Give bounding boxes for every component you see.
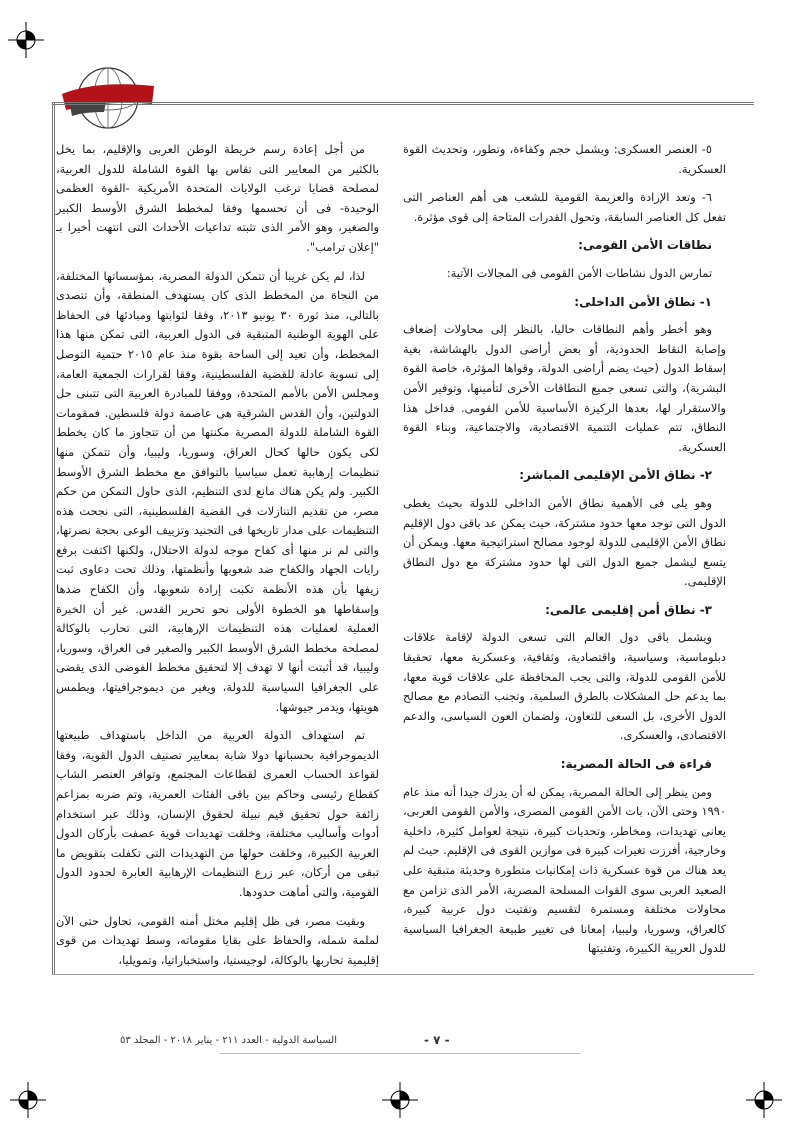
- article-column-left: [56, 140, 379, 979]
- magazine-logo: [56, 60, 160, 132]
- footer-rule: [220, 1053, 580, 1054]
- registration-mark-bottom-center-icon: [382, 1082, 418, 1118]
- paragraph: تم استهداف الدولة العربية من الداخل باستهداف طبيعتها الديموجرافية بحسبانها دولا شابة بمعايير تصنيف الدول القوية، وفقا لقواعد الحساب العمرى لقطاعات المجتمع، وتوافر العنصر الشاب كقطاع رئيسى وحاكم بين باقى الفئات العمرية، وتم ضربه بمزاعم زائفة حول تحقيق قيم نبيلة لحقوق الإنسان، وذلك عبر استخدام أدوات وأساليب مختلفة، وخلقت تهديدات قوية عصفت بأركان الدول العربية الكبيرة، وخلقت حولها من التهديدات التى تكفلت بتقويض ما تبقى من أركان، عبر زرع التنظيمات الإرهابية العابرة لحدود الدول القومية، والتى أماهت حدودها.: [56, 728, 379, 899]
- issue-info: السياسة الدولية - العدد ٢١١ - يناير ٢٠١٨ - المجلد ٥٣: [120, 1035, 337, 1046]
- article-column-right: [403, 140, 726, 968]
- frame-top-rule: [52, 102, 754, 105]
- registration-mark-bottom-left-icon: [10, 1082, 46, 1118]
- paragraph: لذا، لم يكن غريبا أن تتمكن الدولة المصرية، بمؤسساتها المختلفة، من النجاة من المخطط الذى كان يستهدف المنطقة، وأن تتصدى بالتالى، منذ ثورة ٣٠ يونيو ٢٠١٣، وفقا لثوابتها ومبادئها فى الحفاظ على الهوية الوطنية المتبقية فى الدول العربية، التى تمكن منها هذا المخطط، وأن تعيد إلى الساحة بقوة منذ عام ٢٠١٥ حتمية التوصل إلى تسوية عادلة للقضية الفلسطينية، وفقا لقرارات الجمعية العامة، ومجلس الأمن بالأمم المتحدة، ووفقا للمبادرة العربية التى تتبنى حل الدولتين، وأن القدس الشرقية هى عاصمة دولة فلسطين. فمقومات القوة الشاملة للدولة المصرية مكنتها من أن تتجاوز ما كان يخطط لكى يكون حالها كحال العراق، وسوريا، وليبيا، وأن تتمكن منها تنظيمات إرهابية تعمل سياسيا بالتوافق مع مخطط الشرق الأوسط الكبير. ولم يكن هناك مانع لدى التنظيم، الذى حاول التمكن من حكم مصر، من تقديم التنازلات فى القضية الفلسطينية، التى نجحت هذه التنظيمات على مدار تاريخها فى التجنيد وتزييف الوعى بحجة نصرتها، والتى لم نر منها أى كفاح موجه لدولة الاحتلال، ولكنها اكتفت برفع رايات الجهاد والكفاح ضد شعوبها وأنظمتها، وذلك تحت دعاوى ثبت زيفها بأن هذه الأنظمة تكبت إرادة شعوبها، وأن الكفاح ضدها وإسقاطها هو الخطوة الأولى نحو تحرير القدس. غير أن الخبرة العملية لعمليات هذه التنظيمات الإرهابية، التى تحارب بالوكالة لمصلحة مخطط الشرق الأوسط الكبير والصغير فى العراق، وسوريا، وليبيا، قد أثبتت أنها لا تهدف إلا لتحقيق مخطط الفوضى الذى يقضى على الجغرافيا السياسية للدولة، ويغير من ديموجرافيتها، ويطمس هويتها، ويدمر جيوشها.: [56, 268, 379, 714]
- paragraph: ٥- العنصر العسكرى: ويشمل حجم وكفاءة، وتطور، وتحديث القوة العسكرية.: [403, 142, 726, 176]
- section-heading: ٢- نطاق الأمن الإقليمى المباشر:: [519, 468, 712, 483]
- paragraph: ويشمل باقى دول العالم التى تسعى الدولة لإقامة علاقات دبلوماسية، وسياسية، واقتصادية، وثقافية، وعسكرية معها، تحقيقا للأمن القومى للدولة، والتى يجب المحافظة على علاقات قوية معها، بما يدعم حل المشكلات بالطرق السلمية، وتجنب التصادم مع مصالح الدول الأخرى، بل السعى للتعاون، ولضمان العون السياسى، والدعم الاقتصادى، والعسكرى.: [403, 630, 726, 743]
- page-number: - ٧ -: [424, 1033, 450, 1047]
- paragraph: تمارس الدول نشاطات الأمن القومى فى المجالات الآتية:: [446, 265, 712, 280]
- paragraph: وهو أخطر وأهم النطاقات حاليا، بالنظر إلى محاولات إضعاف وإصابة النقاط الحدودية، أو بعض أراضى الدول بالهشاشة، بغية إسقاط الدول (حيث يضم أراضى الدولة، وقواها المؤثرة، خاصة القوة البشرية)، والتى تسعى جميع النطاقات الأخرى لتأمينها، وتوفير الأمن والاستقرار لها، بعدها الركيزة الأساسية للأمن القومى. فداخل هذا النطاق، تتم عمليات التنمية الاقتصادية، والاجتماعية، وبناء القوة العسكرية.: [403, 322, 726, 454]
- section-heading: قراءة فى الحالة المصرية:: [560, 757, 712, 772]
- paragraph: ومن ينظر إلى الحالة المصرية، يمكن له أن يدرك جيدا أنه منذ عام ١٩٩٠ وحتى الآن، بات الأمن القومى المصرى، والأمن القومى العربى، يعانى تهديدات، ومخاطر، وتحديات كبيرة، نتيجة لعوامل كثيرة، داخلية وخارجية، أفرزت تغيرات كبيرة فى موازين القوى فى الإقليم. حيث لم يعد هناك من قوة عسكرية ذات إمكانيات متطورة وحديثة متبقية على الصعيد العربى سوى القوات المسلحة المصرية، الأمر الذى تزامن مع محاولات مختلفة ومستمرة لتقسيم وتفتيت دول عربية كبيرة، كالعراق، وسوريا، وليبيا، إمعانا فى تغيير طبيعة الجغرافيا السياسية للدول العربية الكبيرة، وتفتيتها: [403, 784, 726, 956]
- registration-mark-top-left-icon: [8, 22, 44, 58]
- frame-left-rule: [52, 102, 55, 974]
- paragraph: وبقيت مصر، فى ظل إقليم مختل أمنه القومى، تحاول حتى الآن لملمة شمله، والحفاظ على بقايا مقوماته، وسط تهديدات من قوى إقليمية تحاربها بالوكالة، لوجيستيا، واستخباراتيا، وتمويليا،: [56, 913, 379, 967]
- paragraph: من أجل إعادة رسم خريطة الوطن العربى والإقليم، بما يخل بالكثير من المعايير التى تقاس بها القوة الشاملة للدول العربية، لمصلحة قضايا ترغب الولايات المتحدة الأمريكية -القوة العظمى الوحيدة- فى أن تحسمها وفقا لمخطط الشرق الأوسط الكبير والصغير، وهو الأمر الذى تثبته تداعيات الأحداث التى انتهت أخيرا بـ "إعلان ترامب".: [56, 142, 379, 254]
- section-heading: نطاقات الأمن القومى:: [578, 238, 712, 253]
- section-heading: ٣- نطاق أمن إقليمى عالمى:: [545, 602, 712, 617]
- registration-mark-bottom-right-icon: [746, 1082, 782, 1118]
- paragraph: ٦- وتعد الإرادة والعزيمة القومية للشعب هى أهم العناصر التى تفعل كل العناصر السابقة، وتحول القدرات المتاحة إلى قوى مؤثرة.: [403, 190, 726, 224]
- page-footer: [60, 1033, 740, 1055]
- section-heading: ١- نطاق الأمن الداخلى:: [574, 294, 712, 309]
- paragraph: وهو يلى فى الأهمية نطاق الأمن الداخلى للدولة بحيث يغطى الدول التى توجد معها حدود مشتركة، حيث يمكن عد باقى دول الإقليم نطاق الأمن الإقليمى للدولة لوجود مصالح استراتيجية معها. ويمكن أن يتسع ليشمل جميع الدول التى لها حدود مشتركة مع دول النطاق الإقليمى.: [403, 495, 726, 589]
